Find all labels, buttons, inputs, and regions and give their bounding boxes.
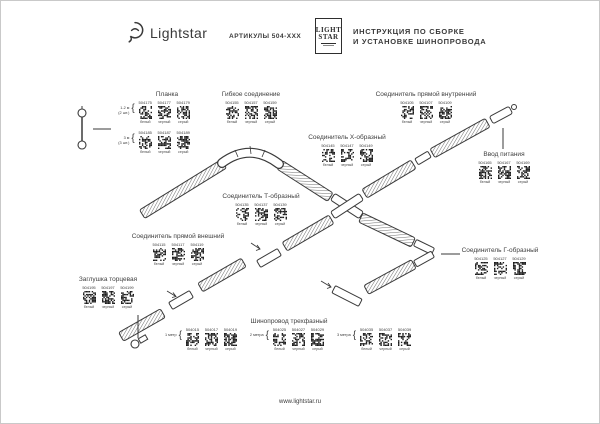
color-caption: серый	[191, 262, 203, 266]
qr-code-icon	[226, 106, 239, 119]
article-code: 504109	[438, 100, 452, 105]
color-caption: белый	[83, 305, 95, 309]
qr-code-icon	[172, 248, 185, 261]
bottom-connector-icon	[332, 286, 362, 307]
article-item	[473, 257, 490, 280]
group-title: Шинопровод трехфазный	[250, 318, 328, 325]
qr-code-icon	[401, 106, 414, 119]
qr-code-icon	[311, 333, 324, 346]
color-caption: белый	[322, 163, 334, 167]
article-item	[496, 161, 513, 184]
group-title: Соединитель Х-образный	[308, 134, 386, 141]
qr-code-icon	[398, 333, 411, 346]
qr-code-icon	[513, 262, 526, 275]
qr-code-icon	[205, 333, 218, 346]
article-item	[234, 203, 251, 226]
article-code: 504015	[185, 327, 200, 332]
track-segment	[364, 260, 416, 295]
brace: {	[178, 330, 182, 341]
group-straight-external	[125, 233, 231, 266]
color-caption: белый	[236, 222, 248, 226]
article-code: 504179	[176, 100, 190, 105]
qr-code-icon	[245, 106, 258, 119]
color-caption: черный	[419, 120, 433, 124]
group-title: Соединитель Т-образный	[222, 193, 300, 200]
article-row	[459, 257, 541, 280]
group-title: Ввод питания	[483, 151, 525, 158]
article-item	[271, 328, 288, 351]
article-code: 504197	[101, 285, 115, 290]
qr-code-icon	[494, 262, 507, 275]
article-item	[184, 328, 201, 351]
brand-name: Lightstar	[150, 25, 208, 41]
document-title-line1: ИНСТРУКЦИЯ ПО СБОРКЕ	[353, 27, 465, 36]
document-title	[353, 27, 486, 47]
article-item	[224, 101, 241, 124]
group-title: Соединитель Г-образный	[461, 247, 539, 254]
color-caption: белый	[479, 180, 491, 184]
color-caption: белый	[139, 120, 151, 124]
article-code: 504127	[493, 256, 507, 261]
joining-piece-icon	[169, 291, 194, 310]
lightstar-bulb-icon	[125, 21, 145, 45]
article-code: 504025	[272, 327, 287, 332]
qr-code-icon	[360, 333, 373, 346]
qr-code-icon	[475, 262, 488, 275]
articles-label: АРТИКУЛЫ 504-XXX	[229, 33, 302, 40]
qr-code-icon	[121, 291, 134, 304]
article-item	[119, 286, 136, 309]
group-power-feed	[473, 151, 535, 184]
x-connector-icon	[331, 193, 364, 218]
color-caption: черный	[497, 180, 511, 184]
color-caption: серый	[513, 276, 525, 280]
article-item	[290, 328, 307, 351]
article-code: 504159	[263, 100, 277, 105]
brace: {	[265, 330, 269, 341]
color-caption: черный	[340, 163, 354, 167]
qr-code-icon	[517, 166, 530, 179]
article-item	[137, 101, 154, 124]
qr-code-icon	[255, 208, 268, 221]
color-caption: серый	[360, 163, 372, 167]
qr-code-icon	[177, 136, 190, 149]
article-code: 504029	[310, 327, 325, 332]
group-planka	[109, 91, 201, 154]
article-code: 504107	[419, 100, 433, 105]
color-caption: серый	[399, 347, 410, 351]
straight-internal-connector-icon	[415, 151, 431, 165]
logo-box-bottom: STAR	[318, 32, 339, 41]
article-code: 504105	[400, 100, 414, 105]
brace: {	[131, 133, 135, 144]
qr-code-icon	[158, 106, 171, 119]
track-segment	[140, 160, 227, 219]
color-caption: серый	[517, 180, 529, 184]
row-label: 3 метра	[336, 333, 351, 337]
qr-code-icon	[177, 106, 190, 119]
article-item	[262, 101, 279, 124]
article-item	[399, 101, 416, 124]
website-url: www.lightstar.ru	[278, 399, 321, 405]
article-row	[473, 161, 535, 184]
qr-code-icon	[322, 149, 335, 162]
group-title: Соединитель прямой внутренний	[375, 91, 477, 98]
article-code: 504165	[478, 160, 492, 165]
row-label: 1-2 м (2 шт.)	[118, 106, 130, 115]
article-code: 504155	[225, 100, 239, 105]
logo-box-top: LIGHT	[315, 25, 342, 34]
group-busbar-track	[164, 318, 412, 351]
brand-logo	[125, 21, 207, 45]
article-item	[203, 328, 220, 351]
article-item	[156, 101, 173, 124]
article-row	[109, 101, 201, 124]
article-code: 504117	[171, 242, 185, 247]
article-item	[418, 101, 435, 124]
brace: {	[131, 103, 135, 114]
color-caption: белый	[274, 347, 285, 351]
article-item	[515, 161, 532, 184]
qr-code-icon	[498, 166, 511, 179]
color-caption: черный	[244, 120, 258, 124]
color-caption: серый	[274, 222, 286, 226]
qr-code-icon	[83, 291, 96, 304]
group-straight-internal	[371, 91, 481, 124]
color-caption: белый	[361, 347, 372, 351]
article-code: 504189	[176, 130, 190, 135]
article-item	[81, 286, 98, 309]
color-caption: черный	[254, 222, 268, 226]
group-l-connector	[459, 247, 541, 280]
qr-code-icon	[153, 248, 166, 261]
article-code: 504169	[516, 160, 530, 165]
article-item	[175, 131, 192, 154]
article-code: 504149	[359, 143, 373, 148]
qr-code-icon	[139, 106, 152, 119]
qr-code-icon	[274, 208, 287, 221]
article-item	[396, 328, 413, 351]
logo-box-rule-2	[323, 45, 334, 46]
color-caption: черный	[205, 347, 218, 351]
article-item	[272, 203, 289, 226]
color-caption: белый	[187, 347, 198, 351]
qr-code-icon	[224, 333, 237, 346]
article-code: 504139	[273, 202, 287, 207]
group-end-cap	[71, 276, 145, 309]
row-label: 1 метр	[164, 333, 177, 337]
track-segment	[359, 213, 416, 247]
article-code: 504019	[223, 327, 238, 332]
article-code: 504135	[235, 202, 249, 207]
qr-code-icon	[379, 333, 392, 346]
end-cap-icon	[131, 335, 148, 348]
article-row	[250, 328, 326, 351]
l-connector-icon	[413, 239, 434, 266]
qr-code-icon	[479, 166, 492, 179]
article-item	[100, 286, 117, 309]
article-item	[309, 328, 326, 351]
qr-code-icon	[264, 106, 277, 119]
article-code: 504115	[152, 242, 166, 247]
row-label: 3 м (3 шт.)	[118, 136, 130, 145]
article-item	[137, 131, 154, 154]
straight-external-connector-icon	[257, 249, 282, 268]
article-item	[358, 144, 375, 167]
group-x-connector	[303, 134, 391, 167]
qr-code-icon	[273, 333, 286, 346]
color-caption: белый	[401, 120, 413, 124]
group-title: Заглушка торцевая	[78, 276, 138, 283]
color-caption: белый	[475, 276, 487, 280]
mounting-plate-icon	[78, 106, 86, 149]
article-code: 504137	[254, 202, 268, 207]
color-caption: серый	[121, 305, 133, 309]
article-item	[243, 101, 260, 124]
color-caption: серый	[178, 120, 189, 124]
article-item	[437, 101, 454, 124]
color-caption: черный	[158, 150, 171, 154]
color-caption: серый	[178, 150, 189, 154]
article-code: 504017	[204, 327, 219, 332]
brace: {	[352, 330, 357, 341]
color-caption: черный	[292, 347, 305, 351]
row-label: 2 метра	[249, 333, 264, 337]
color-caption: серый	[312, 347, 323, 351]
qr-code-icon	[292, 333, 305, 346]
article-row	[337, 328, 413, 351]
article-row	[371, 101, 481, 124]
qr-code-icon	[158, 136, 171, 149]
group-title: Планка	[155, 91, 179, 98]
article-item	[492, 257, 509, 280]
article-code: 504187	[157, 130, 171, 135]
article-item	[222, 328, 239, 351]
flexible-connector-icon	[222, 146, 279, 164]
article-item	[151, 243, 168, 266]
power-feed-icon	[489, 105, 516, 124]
group-flexible-connector	[214, 91, 288, 124]
qr-code-icon	[420, 106, 433, 119]
color-caption: черный	[158, 120, 171, 124]
article-item	[477, 161, 494, 184]
qr-code-icon	[191, 248, 204, 261]
qr-code-icon	[439, 106, 452, 119]
article-code: 504195	[82, 285, 96, 290]
article-code: 504119	[190, 242, 204, 247]
article-code: 504175	[138, 100, 152, 105]
article-item	[358, 328, 375, 351]
color-caption: белый	[226, 120, 238, 124]
article-item	[320, 144, 337, 167]
article-code: 504129	[512, 256, 526, 261]
group-t-connector	[216, 193, 306, 226]
color-caption: черный	[493, 276, 507, 280]
article-row	[109, 131, 201, 154]
qr-code-icon	[341, 149, 354, 162]
article-item	[253, 203, 270, 226]
qr-code-icon	[102, 291, 115, 304]
color-caption: белый	[153, 262, 165, 266]
qr-code-icon	[139, 136, 152, 149]
article-row	[125, 243, 231, 266]
article-code: 504145	[321, 143, 335, 148]
qr-code-icon	[186, 333, 199, 346]
article-code: 504167	[497, 160, 511, 165]
article-row	[303, 144, 391, 167]
article-code: 504037	[378, 327, 393, 332]
article-row	[165, 328, 239, 351]
color-caption: черный	[171, 262, 185, 266]
color-caption: серый	[225, 347, 236, 351]
group-title: Соединитель прямой внешний	[131, 233, 225, 240]
color-caption: белый	[139, 150, 151, 154]
article-row	[71, 286, 145, 309]
article-code: 504027	[291, 327, 306, 332]
article-item	[377, 328, 394, 351]
article-row	[214, 101, 288, 124]
color-caption: черный	[379, 347, 392, 351]
article-code: 504177	[157, 100, 171, 105]
qr-code-icon	[236, 208, 249, 221]
article-code: 504185	[138, 130, 152, 135]
article-item	[170, 243, 187, 266]
group-title: Гибкое соединение	[221, 91, 281, 98]
article-code: 504199	[120, 285, 134, 290]
color-caption: серый	[264, 120, 276, 124]
lightstar-box-logo	[315, 18, 342, 54]
article-code: 504157	[244, 100, 258, 105]
color-caption: серый	[439, 120, 451, 124]
article-item	[175, 101, 192, 124]
article-row	[216, 203, 306, 226]
document-title-line2: И УСТАНОВКЕ ШИНОПРОВОДА	[353, 37, 487, 46]
article-code: 504039	[397, 327, 412, 332]
article-item	[156, 131, 173, 154]
article-item	[511, 257, 528, 280]
article-item	[189, 243, 206, 266]
logo-box-rule	[321, 43, 336, 44]
article-code: 504035	[359, 327, 374, 332]
article-item	[339, 144, 356, 167]
article-code: 504125	[474, 256, 488, 261]
color-caption: черный	[101, 305, 115, 309]
article-code: 504147	[340, 143, 354, 148]
qr-code-icon	[360, 149, 373, 162]
